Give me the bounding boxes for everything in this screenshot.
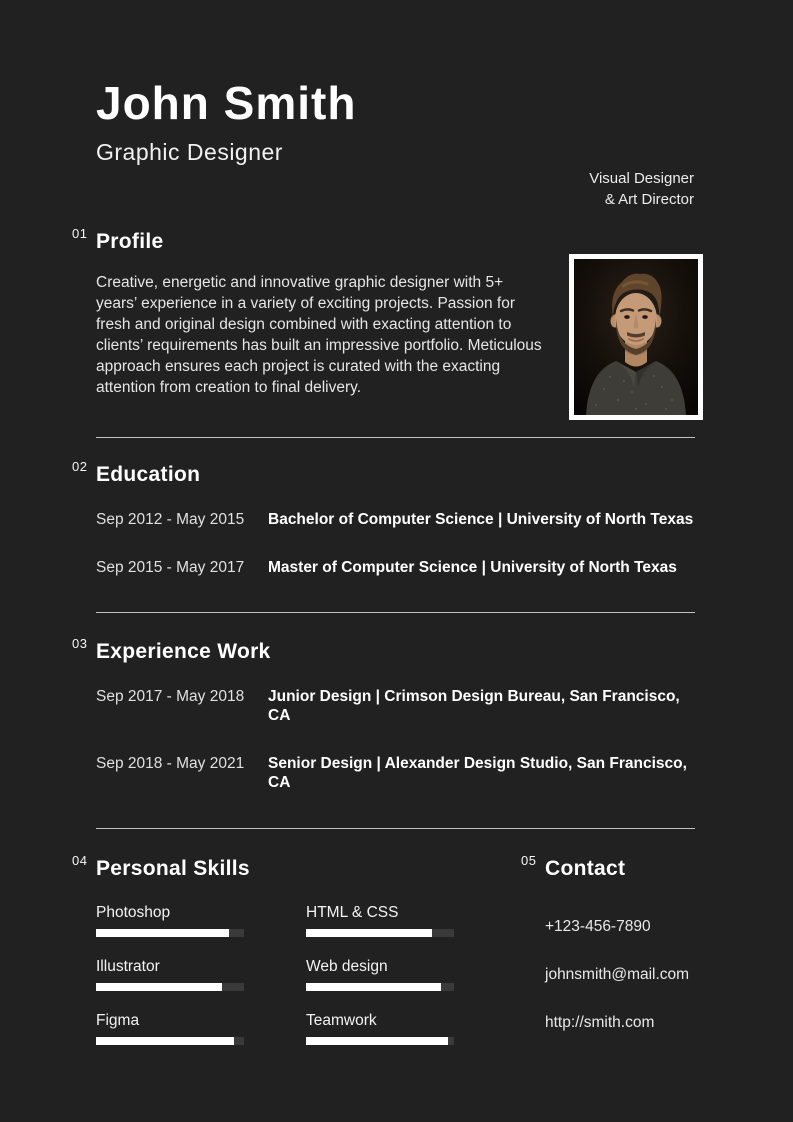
section-experience xyxy=(72,636,695,792)
skill-bar-track xyxy=(96,929,244,937)
header xyxy=(96,0,695,166)
skill-bar-fill xyxy=(306,1037,448,1045)
section-number: 04 xyxy=(72,853,88,869)
profile-photo xyxy=(569,254,703,420)
section-skills xyxy=(72,853,454,1066)
skills-heading xyxy=(72,853,454,881)
tagline-line-1: Visual Designer xyxy=(589,170,694,187)
divider xyxy=(96,612,695,613)
tagline xyxy=(589,168,694,210)
experience-row xyxy=(96,754,695,792)
divider xyxy=(96,437,695,438)
skill-bar-track xyxy=(306,1037,454,1045)
skills-column-left xyxy=(96,904,244,1066)
skill-bar-track xyxy=(306,929,454,937)
experience-position: Junior Design | Crimson Design Bureau, San Francisco, CA xyxy=(268,688,680,725)
skill-label: HTML & CSS xyxy=(306,904,399,922)
contact-phone: +123-456-7890 xyxy=(545,918,651,936)
page-title: John Smith xyxy=(96,77,357,129)
skill-item xyxy=(96,904,244,937)
skill-item xyxy=(306,1012,454,1045)
skill-label: Teamwork xyxy=(306,1012,377,1030)
skill-bar-fill xyxy=(96,983,222,991)
skill-label: Web design xyxy=(306,958,388,976)
skill-label: Figma xyxy=(96,1012,140,1030)
skills-column-right xyxy=(306,904,454,1066)
skills-columns xyxy=(96,904,454,1066)
education-heading xyxy=(72,459,695,487)
divider xyxy=(96,828,695,829)
education-row xyxy=(96,558,695,577)
section-title: Profile xyxy=(96,230,164,254)
contact-website: http://smith.com xyxy=(545,1014,655,1032)
skill-bar-track xyxy=(96,1037,244,1045)
tagline-line-2: & Art Director xyxy=(604,191,694,208)
skill-bar-fill xyxy=(306,983,441,991)
education-degree: Master of Computer Science | University of North Texas xyxy=(268,559,677,577)
contact-items xyxy=(545,918,689,1032)
skill-bar-fill xyxy=(306,929,432,937)
experience-row xyxy=(96,687,695,725)
skill-bar-track xyxy=(96,983,244,991)
skill-item xyxy=(96,958,244,991)
section-education xyxy=(72,459,695,577)
skill-item xyxy=(96,1012,244,1045)
education-dates: Sep 2015 - May 2017 xyxy=(96,559,245,577)
profile-text: Creative, energetic and innovative graphic designer with 5+ years’ experience in a variety of exciting projects. Passion for fresh and original design combined with exacting attention to clients’ requirements has built an impressive portfolio. Meticulous approach ensures each project is curated with the exacting attention from creation to final delivery. xyxy=(96,274,542,397)
portrait-illustration xyxy=(574,259,698,415)
section-number: 01 xyxy=(72,226,88,242)
section-title: Experience Work xyxy=(96,640,271,664)
section-number: 02 xyxy=(72,459,88,475)
role-subtitle: Graphic Designer xyxy=(96,139,283,166)
skill-item xyxy=(306,958,454,991)
profile-heading xyxy=(72,226,695,254)
skill-bar-fill xyxy=(96,1037,234,1045)
section-number: 03 xyxy=(72,636,88,652)
section-contact xyxy=(521,853,690,1066)
experience-dates: Sep 2018 - May 2021 xyxy=(96,755,245,773)
skill-label: Photoshop xyxy=(96,904,171,922)
section-number: 05 xyxy=(521,853,537,869)
bottom-row xyxy=(72,853,695,1066)
education-degree: Bachelor of Computer Science | University of North Texas xyxy=(268,511,694,529)
skill-bar-track xyxy=(306,983,454,991)
section-title: Contact xyxy=(545,857,626,881)
experience-heading xyxy=(72,636,695,664)
skill-bar-fill xyxy=(96,929,229,937)
education-row xyxy=(96,510,695,529)
contact-heading xyxy=(521,853,689,881)
contact-email: johnsmith@mail.com xyxy=(545,966,690,984)
skill-label: Illustrator xyxy=(96,958,160,976)
section-title: Personal Skills xyxy=(96,857,250,881)
experience-position: Senior Design | Alexander Design Studio, San Francisco, CA xyxy=(268,755,687,792)
education-dates: Sep 2012 - May 2015 xyxy=(96,511,245,529)
skill-item xyxy=(306,904,454,937)
experience-dates: Sep 2017 - May 2018 xyxy=(96,688,245,706)
section-title: Education xyxy=(96,463,201,487)
